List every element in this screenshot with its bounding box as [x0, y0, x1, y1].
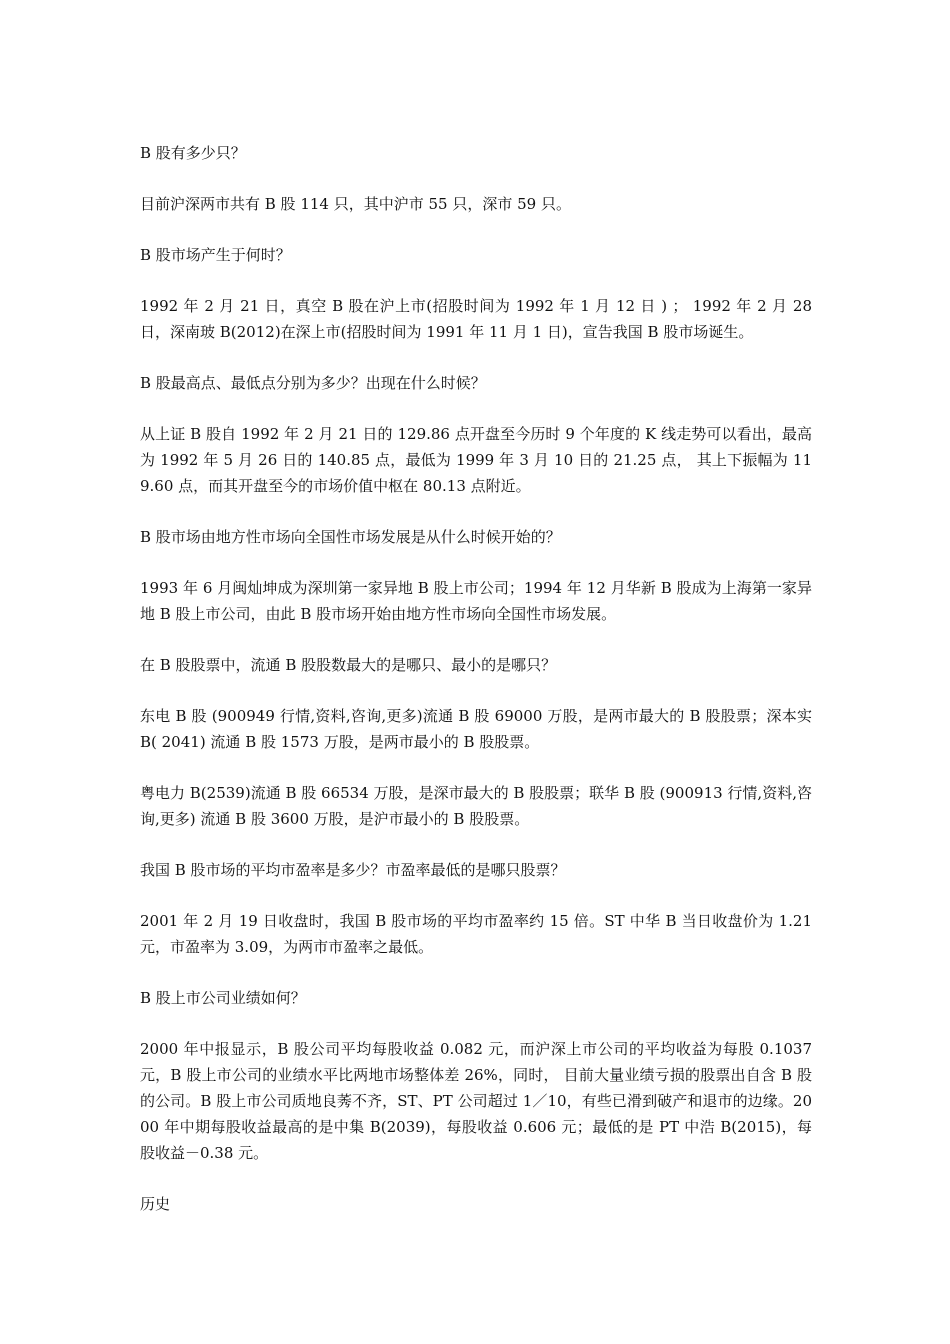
answer-national-market: 1993 年 6 月闽灿坤成为深圳第一家异地 B 股上市公司；1994 年 12 月华新 B 股成为上海第一家异地 B 股上市公司，由此 B 股市场开始由地方性市场向全国性市场发展。: [140, 579, 812, 623]
question-largest-smallest: 在 B 股股票中，流通 B 股股数最大的是哪只、最小的是哪只？: [140, 656, 557, 674]
section-heading-history: 历史: [140, 1195, 171, 1213]
answer-high-low-points: 从上证 B 股自 1992 年 2 月 21 日的 129.86 点开盘至今历时 9 个年度的 K 线走势可以看出，最高为 1992 年 5 月 26 日的 140.85 点，最低为 1999 年 3 月 10 日的 21.25 点， 其上下振幅为 119.60 点，而其开盘至今的市场价值中枢在 80.13 点附近。: [140, 425, 812, 495]
question-pe-ratio: 我国 B 股市场的平均市盈率是多少？市盈率最低的是哪只股票？: [140, 861, 566, 879]
answer-largest-smallest-2: 粤电力 B(2539)流通 B 股 66534 万股，是深市最大的 B 股股票；联华 B 股 (900913 行情,资料,咨询,更多) 流通 B 股 3600 万股，是沪市最小的 B 股股票。: [140, 784, 812, 828]
answer-performance: 2000 年中报显示，B 股公司平均每股收益 0.082 元，而沪深上市公司的平均收益为每股 0.1037 元，B 股上市公司的业绩水平比两地市场整体差 26%，同时， 目前大量业绩亏损的股票出自含 B 股的公司。B 股上市公司质地良莠不齐，ST、PT 公司超过 1／10，有些已滑到破产和退市的边缘。2000 年中期每股收益最高的是中集 B(2039)，每股收益 0.606 元；最低的是 PT 中浩 B(2015)，每 股收益－0.38 元。: [140, 1040, 812, 1162]
question-performance: B 股上市公司业绩如何？: [140, 989, 306, 1007]
document-page: [140, 140, 812, 1242]
answer-market-origin: 1992 年 2 月 21 日，真空 B 股在沪上市(招股时间为 1992 年 1 月 12 日 ) ； 1992 年 2 月 28 日，深南玻 B(2012)在深上市(招股时间为 1991 年 11 月 1 日)，宣告我国 B 股市场诞生。: [140, 297, 812, 341]
answer-largest-smallest-1: 东电 B 股 (900949 行情,资料,咨询,更多)流通 B 股 69000 万股，是两市最大的 B 股股票；深本实 B( 2041) 流通 B 股 1573 万股，是两市最小的 B 股股票。: [140, 707, 812, 751]
question-b-share-count: B 股有多少只？: [140, 144, 246, 162]
question-market-origin: B 股市场产生于何时？: [140, 246, 291, 264]
question-national-market: B 股市场由地方性市场向全国性市场发展是从什么时候开始的？: [140, 528, 561, 546]
question-high-low-points: B 股最高点、最低点分别为多少？出现在什么时候？: [140, 374, 486, 392]
answer-b-share-count: 目前沪深两市共有 B 股 114 只，其中沪市 55 只，深市 59 只。: [140, 195, 571, 213]
answer-pe-ratio: 2001 年 2 月 19 日收盘时，我国 B 股市场的平均市盈率约 15 倍。ST 中华 B 当日收盘价为 1.21 元，市盈率为 3.09，为两市市盈率之最低。: [140, 912, 812, 956]
